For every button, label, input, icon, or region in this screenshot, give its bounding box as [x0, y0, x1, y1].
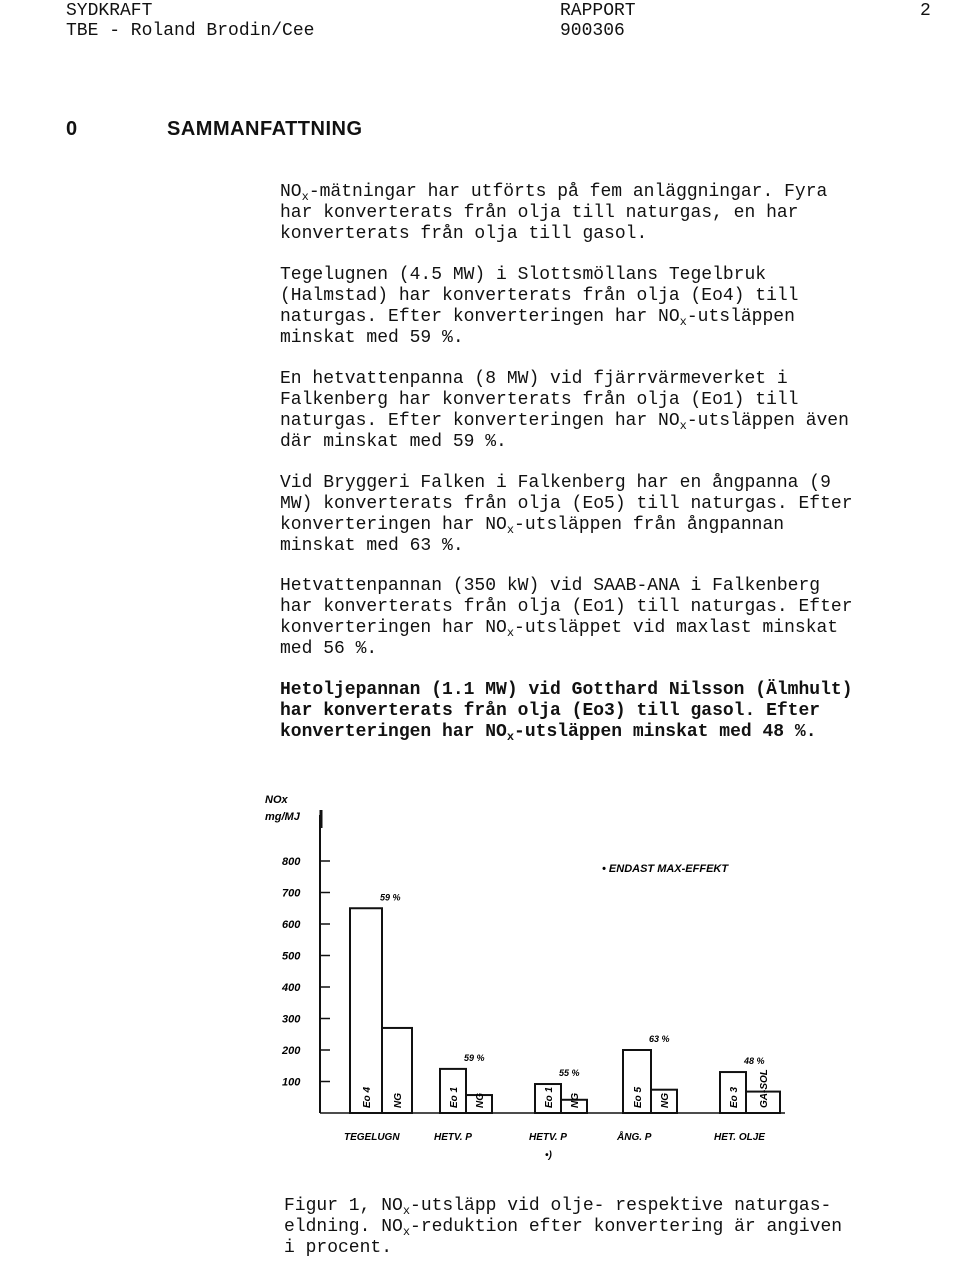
group-label: HETV. P — [434, 1132, 472, 1143]
header-document-type: RAPPORT — [560, 1, 636, 21]
text-line — [280, 722, 940, 743]
page-number: 2 — [920, 1, 931, 21]
chart-svg — [250, 780, 810, 1170]
reduction-label: 59 % — [464, 1052, 485, 1063]
group-note: •) — [545, 1150, 552, 1161]
bar-fuel-label: Eo 5 — [633, 1086, 644, 1108]
bar-fuel-label: Eo 1 — [544, 1086, 555, 1108]
bar-fuel-label: NG — [393, 1093, 404, 1108]
header-date: 900306 — [560, 21, 625, 41]
chart-note: • ENDAST MAX-EFFEKT — [602, 863, 729, 875]
y-axis-label: NOx — [265, 794, 288, 806]
y-tick-label: 600 — [282, 919, 301, 931]
text-segment: har konverterats från olja (Eo1) till naturgas. Efter — [280, 597, 853, 617]
y-tick-label: 400 — [282, 982, 301, 994]
section-title: SAMMANFATTNING — [167, 118, 363, 140]
text-segment: En hetvattenpanna (8 MW) vid fjärrvärmeverket i — [280, 369, 788, 389]
text-line — [280, 576, 940, 597]
y-tick-label: 700 — [282, 887, 301, 900]
text-line — [280, 597, 940, 618]
y-tick-label: 300 — [282, 1013, 301, 1026]
text-segment: Hetoljepannan (1.1 MW) vid Gotthard Nilsson (Älmhult) — [280, 680, 853, 700]
subscript: x — [301, 190, 309, 204]
subscript: x — [506, 523, 515, 537]
group-label: TEGELUGN — [344, 1132, 400, 1143]
reduction-label: 48 % — [744, 1056, 765, 1067]
text-line — [280, 680, 940, 701]
summary-paragraph — [280, 576, 940, 660]
y-tick-label: 500 — [282, 950, 301, 963]
group-label: ÅNG. P — [617, 1132, 652, 1143]
bar-fuel-label: NG — [660, 1093, 671, 1108]
text-segment: -utsläppet vid maxlast minskat — [514, 618, 839, 638]
text-segment: -reduktion efter konvertering är angiven — [410, 1217, 843, 1237]
y-axis-unit: mg/MJ — [265, 811, 300, 823]
text-segment: MW) konverterats från olja (Eo5) till naturgas. Efter — [280, 494, 853, 514]
text-segment: -utsläpp vid olje- respektive naturgas- — [410, 1196, 832, 1216]
text-line — [280, 369, 940, 390]
bar-fuel-label: GA-SOL — [759, 1069, 770, 1108]
text-line — [280, 203, 940, 224]
reduction-label: 59 % — [380, 892, 401, 903]
text-segment: NO — [280, 182, 302, 202]
text-line — [280, 307, 940, 328]
y-tick-label: 100 — [282, 1076, 301, 1089]
subscript: x — [679, 419, 687, 433]
figure-caption — [284, 1196, 944, 1259]
text-segment: i procent. — [284, 1238, 393, 1258]
text-line — [280, 701, 940, 722]
bar-fuel-label: NG — [570, 1093, 581, 1108]
text-segment: -mätningar har utförts på fem anläggningar. Fyra — [308, 182, 828, 202]
text-segment: med 56 %. — [280, 639, 378, 659]
text-line — [280, 536, 940, 557]
text-segment: konverteringen har NO — [280, 618, 507, 638]
text-line — [284, 1196, 944, 1217]
text-segment: -utsläppen från ångpannan — [514, 515, 785, 535]
subscript: x — [402, 1204, 411, 1218]
text-line — [280, 390, 940, 411]
subscript: x — [679, 315, 687, 329]
text-segment: minskat med 59 %. — [280, 328, 464, 348]
bar-fuel-label: NG — [475, 1093, 486, 1108]
subscript: x — [506, 626, 515, 640]
text-line — [280, 432, 940, 453]
text-segment: Hetvattenpannan (350 kW) vid SAAB-ANA i Falkenberg — [280, 576, 821, 596]
text-segment: (Halmstad) har konverterats från olja (Eo4) till — [280, 286, 799, 306]
text-line — [284, 1238, 944, 1259]
reduction-label: 55 % — [559, 1068, 580, 1079]
group-label: HET. OLJE — [714, 1132, 765, 1143]
summary-paragraph — [280, 182, 940, 245]
text-segment: har konverterats från olja till naturgas, en har — [280, 203, 799, 223]
text-line — [280, 618, 940, 639]
reduction-label: 63 % — [649, 1034, 670, 1044]
summary-paragraph — [280, 680, 940, 743]
text-line — [280, 639, 940, 660]
bar-eo-4 — [350, 908, 382, 1113]
text-segment: -utsläppen även — [686, 411, 849, 431]
text-line — [280, 494, 940, 515]
y-tick-label: 200 — [282, 1045, 301, 1057]
text-line — [280, 224, 940, 245]
summary-paragraph — [280, 265, 940, 349]
summary-paragraph — [280, 369, 940, 453]
text-segment: minskat med 63 %. — [280, 536, 464, 556]
text-line — [280, 182, 940, 203]
summary-paragraph — [280, 473, 940, 557]
subscript: x — [402, 1225, 411, 1239]
text-segment: Tegelugnen (4.5 MW) i Slottsmöllans Tegelbruk — [280, 265, 767, 285]
subscript: x — [506, 730, 515, 744]
text-line — [280, 265, 940, 286]
text-segment: Figur 1, NO — [284, 1196, 403, 1216]
text-line — [280, 286, 940, 307]
bar-fuel-label: Eo 3 — [729, 1086, 740, 1108]
text-segment: har konverterats från olja (Eo3) till gasol. Efter — [280, 701, 821, 721]
text-segment: -utsläppen — [686, 307, 795, 327]
text-segment: eldning. NO — [284, 1217, 403, 1237]
text-segment: naturgas. Efter konverteringen har NO — [280, 307, 680, 327]
group-label: HETV. P — [529, 1132, 567, 1143]
text-segment: Vid Bryggeri Falken i Falkenberg har en ångpanna (9 — [280, 473, 831, 493]
page-header — [66, 0, 946, 44]
bar-fuel-label: Eo 4 — [362, 1086, 373, 1108]
text-line — [280, 328, 940, 349]
text-segment: Falkenberg har konverterats från olja (Eo1) till — [280, 390, 799, 410]
text-segment: -utsläppen minskat med 48 %. — [514, 722, 817, 742]
y-tick-label: 800 — [282, 856, 301, 868]
text-segment: konverteringen har NO — [280, 722, 507, 742]
nox-bar-chart — [250, 780, 810, 1170]
text-line — [280, 473, 940, 494]
header-author: TBE - Roland Brodin/Cee — [66, 21, 315, 41]
text-line — [280, 411, 940, 432]
header-organization: SYDKRAFT — [66, 1, 153, 21]
text-segment: naturgas. Efter konverteringen har NO — [280, 411, 680, 431]
text-line — [284, 1217, 944, 1238]
text-segment: konverterats från olja till gasol. — [280, 224, 648, 244]
text-segment: konverteringen har NO — [280, 515, 507, 535]
bar-fuel-label: Eo 1 — [449, 1086, 460, 1108]
section-number: 0 — [66, 118, 78, 140]
text-line — [280, 515, 940, 536]
text-segment: där minskat med 59 %. — [280, 432, 507, 452]
